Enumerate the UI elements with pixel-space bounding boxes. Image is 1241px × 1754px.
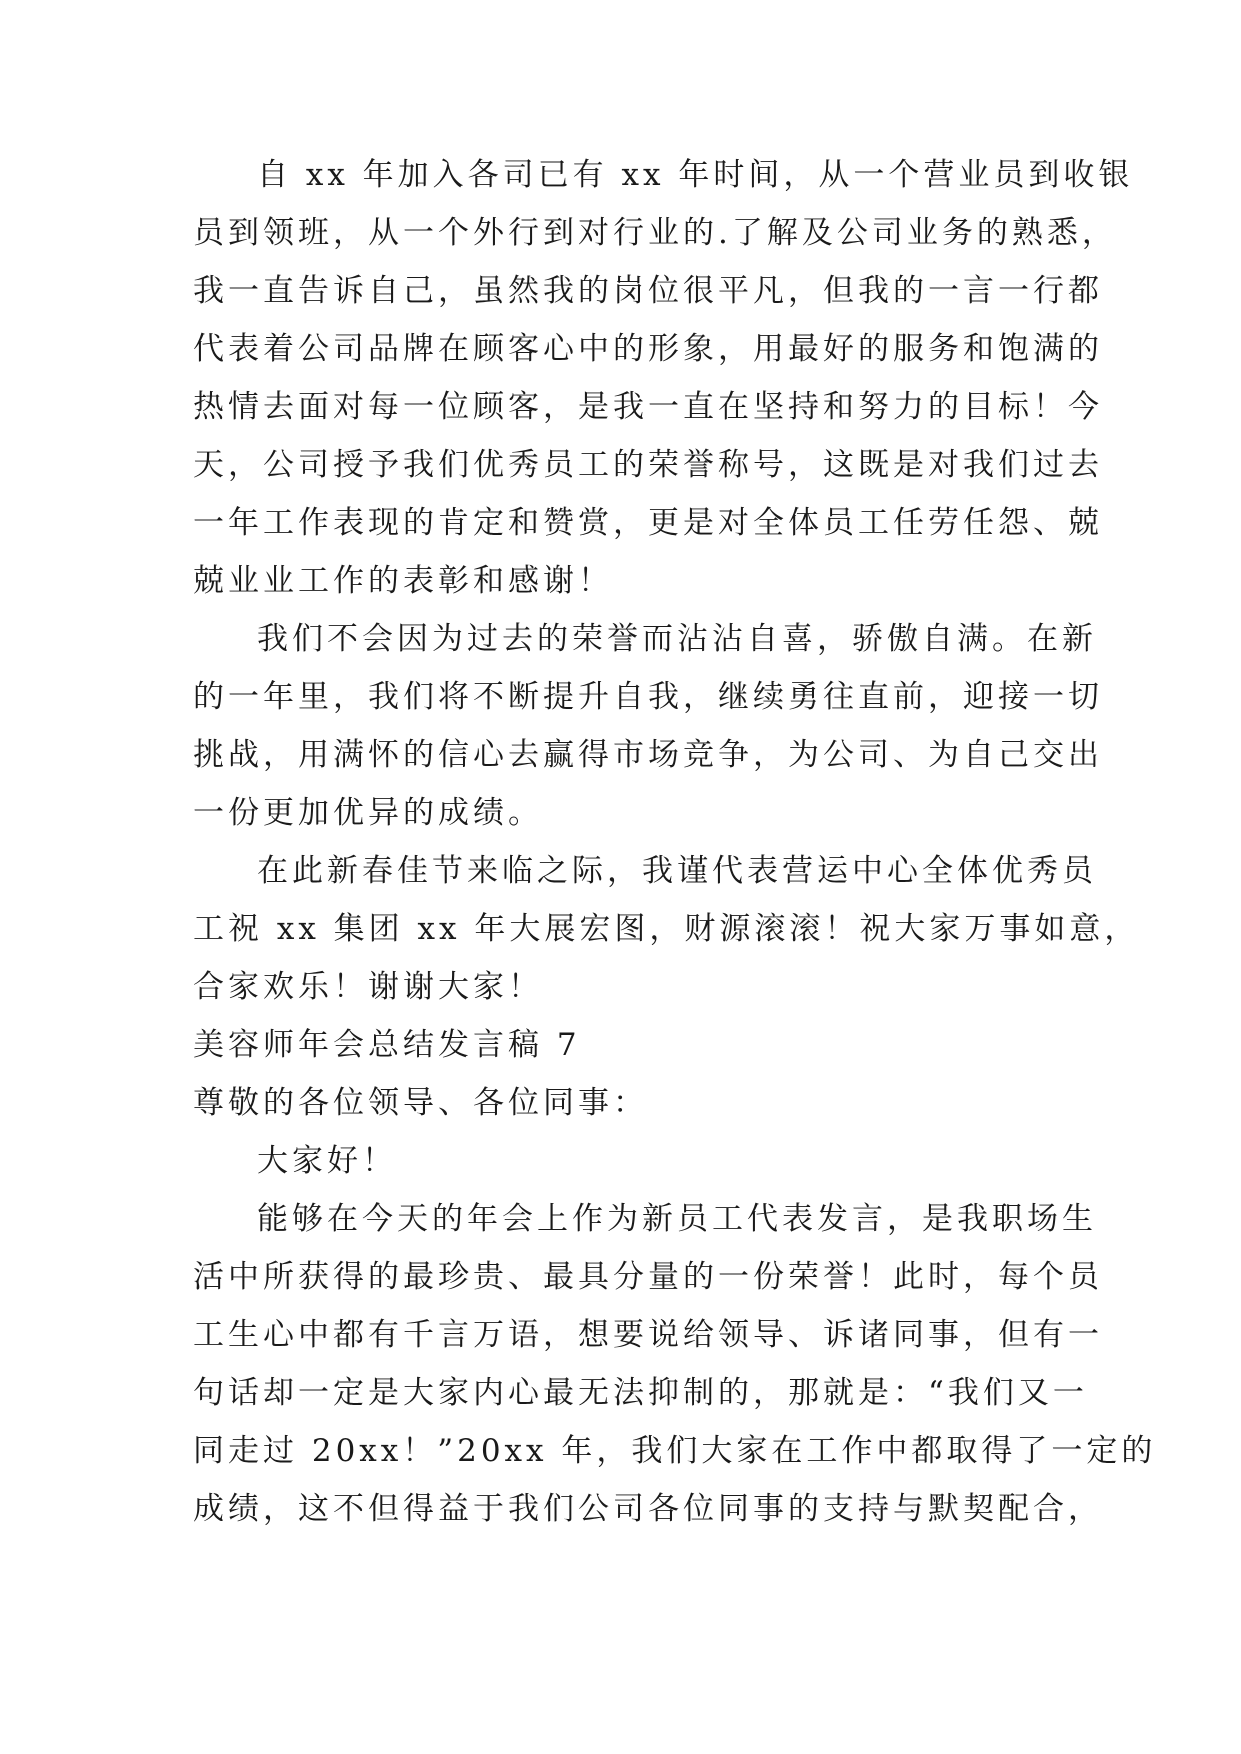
paragraph-line: 我们不会因为过去的荣誉而沾沾自喜，骄傲自满。在新 <box>257 621 1097 657</box>
paragraph-line: 同走过 20xx！”20xx 年，我们大家在工作中都取得了一定的 <box>193 1433 1157 1469</box>
salutation: 尊敬的各位领导、各位同事： <box>193 1085 648 1121</box>
paragraph-line: 能够在今天的年会上作为新员工代表发言，是我职场生 <box>257 1201 1097 1237</box>
paragraph-line: 一年工作表现的肯定和赞赏，更是对全体员工任劳任怨、兢 <box>193 505 1103 541</box>
paragraph-line: 热情去面对每一位顾客，是我一直在坚持和努力的目标！今 <box>193 389 1103 425</box>
greeting: 大家好！ <box>257 1143 397 1179</box>
paragraph-line: 兢业业工作的表彰和感谢！ <box>193 563 613 599</box>
paragraph-line: 工祝 xx 集团 xx 年大展宏图，财源滚滚！祝大家万事如意， <box>193 911 1140 947</box>
paragraph-line: 工生心中都有千言万语，想要说给领导、诉诸同事，但有一 <box>193 1317 1103 1353</box>
paragraph-line: 一份更加优异的成绩。 <box>193 795 543 831</box>
paragraph-line: 活中所获得的最珍贵、最具分量的一份荣誉！此时，每个员 <box>193 1259 1103 1295</box>
paragraph-line: 的一年里，我们将不断提升自我，继续勇往直前，迎接一切 <box>193 679 1103 715</box>
paragraph-line: 员到领班，从一个外行到对行业的.了解及公司业务的熟悉， <box>193 215 1117 251</box>
paragraph-line: 合家欢乐！谢谢大家！ <box>193 969 543 1005</box>
paragraph-line: 我一直告诉自己，虽然我的岗位很平凡，但我的一言一行都 <box>193 273 1103 309</box>
paragraph-line: 成绩，这不但得益于我们公司各位同事的支持与默契配合， <box>193 1491 1103 1527</box>
section-title: 美容师年会总结发言稿 7 <box>193 1027 581 1063</box>
paragraph-line: 自 xx 年加入各司已有 xx 年时间，从一个营业员到收银 <box>257 157 1134 193</box>
paragraph-line: 句话却一定是大家内心最无法抑制的，那就是：“我们又一 <box>193 1375 1088 1411</box>
paragraph-line: 在此新春佳节来临之际，我谨代表营运中心全体优秀员 <box>257 853 1097 889</box>
paragraph-line: 天，公司授予我们优秀员工的荣誉称号，这既是对我们过去 <box>193 447 1103 483</box>
paragraph-line: 代表着公司品牌在顾客心中的形象，用最好的服务和饱满的 <box>193 331 1103 367</box>
paragraph-line: 挑战，用满怀的信心去赢得市场竞争，为公司、为自己交出 <box>193 737 1103 773</box>
